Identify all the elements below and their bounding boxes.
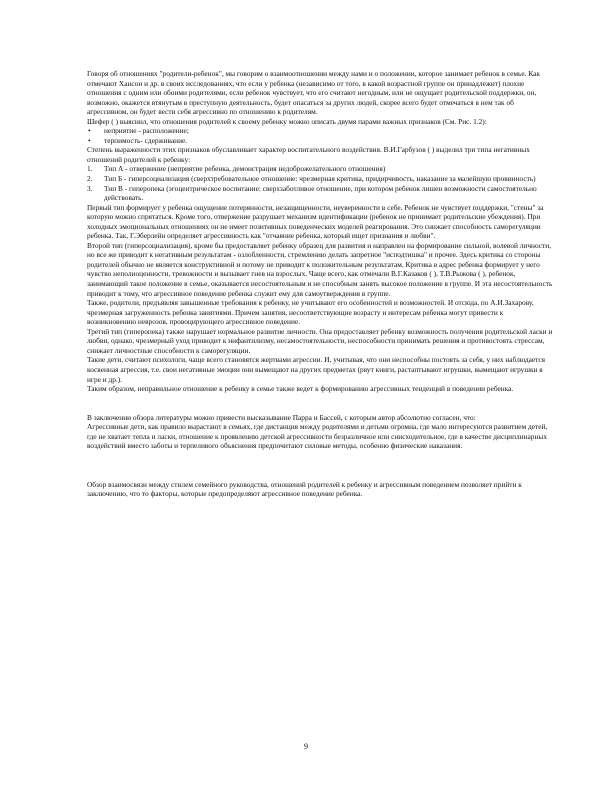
paragraph: Обзор взаимосвязи между стилем семейного руководства, отношений родителей к ребенку и агрессивным поведением позволяет прийти к заключению, что то факторы, которые предопределяют агрессивное поведение ребенка. (87, 479, 522, 499)
item-number: 3. (87, 183, 93, 193)
paragraph: Второй тип (гиперсоциализация), кроме бы предоставляет ребенку образец для развития и направлен на формирование сильной, волевой личности, но все же приводит к негативным результатам - озлобленности, стремлению делать запретное "исподтишка" и прочее. Здесь критика со стороны родителей обычно не является конструктивной и потому не приводит к положительным результатам. Критика в адрес ребенка формирует у него чувство неполноценности, тревожности и вызывает гнев на взрослых. Чаще всего, как отмечали В.Г.Казаков ( ), Т.В.Рыжова ( ), ребенок, занимающий такое положение в семье, оказывается несостоятельным и не способным занять высокое положение в группе. И эта несостоятельность приводит к тому, что агрессивное поведение ребенка служит ему для самоутверждения в группе. (87, 240, 553, 298)
paragraph: Говоря об отношениях "родители-ребенок", мы говорим о взаимоотношении между нами и о положении, которое занимает ребенок в семье. Как отмечают Хансон и др. в своих исследованиях, что если у ребенка (независимо от того, в какой возрастной группе он принадлежит) плохие отношения с одним или обоими родителями, если ребенок чувствует, что его считают негодным, или не ощущает родительской поддержки, он, возможно, окажется втянутым в преступную деятельность, будет опасаться за других людей, скорее всего будет отмечаться в нем так об агрессивном, он будет вести себя агрессивно по отношению к родителям. (87, 69, 540, 117)
paragraph: Первый тип формирует у ребенка ощущение потерянности, незащищенности, неуверенности в себе. Ребенок не чувствует поддержки, "стены" за которую можно спрятаться. Кроме того, отвержение разрушает механизм идентификации (ребенок не принимает родительские убеждения). При холодных эмоциональных отношениях он не имеет позитивных поведенческих моделей реагирования. Это снижает способность саморегуляции ребенка. Так, Г.Эберлейн определяет агрессивность как "отчаяние ребенка, который ищет признания и любви". (87, 202, 544, 241)
section-spacer (87, 394, 553, 413)
paragraph: Агрессивные дети, как правило вырастают в семьях, где дистанция между родителями и детьми огромна, где мало интересуются развитием детей, где не хватает тепла и ласки, отношение к проявлению детской агрессивности безразличное или снисходительное, где в качестве дисциплинарных воздействий вместо заботы и терпеливого объяснения предпочитают силовые методы, особенно физические наказания. (87, 422, 548, 451)
paragraph: Также, родители, предъявляя завышенные требования к ребенку, не учитывают его особенностей и возможностей. И отсюда, по А.И.Захарову, чрезмерная загруженность ребенка занятиями. Причем занятия, несоответствующие возрасту и интересам ребенка могут привести к возникновению неврозов, провоцирующего агрессивное поведение. (87, 298, 534, 327)
section-spacer (87, 451, 553, 480)
document-page (87, 69, 553, 499)
paragraph: Такие дети, считают психологи, чаще всего становятся жертвами агрессии. И, учитывая, что они неспособны постоять за себя, у них наблюдается косвенная агрессия, т.е. свои негативные эмоции они вымещают на других предметах (рвут книги, растаптывают игрушки, вымещают игрушки в игре и др.). (87, 355, 546, 384)
numbered-list (87, 164, 553, 202)
item-text: Тип Б - гиперсоциализация (сверхтребовательное отношение: чрезмерная критика, придирчивость, наказание за малейшую провинность) (104, 174, 536, 184)
bullet-item: • терпимость- сдерживание. (87, 136, 553, 146)
item-text: Тип А - отвержение (неприятие ребенка, демонстрация недоброжелательного отношения) (104, 164, 386, 174)
numbered-item (87, 174, 553, 184)
numbered-item (87, 184, 553, 203)
paragraph: Степень выраженности этих признаков обуславливает характер воспитательного воздействия. В.И.Гарбузов ( ) выделил три типа негативных отношений родителей к ребенку: (87, 145, 530, 164)
paragraph: Таким образом, неправильное отношение к ребенку в семье также ведет к формированию агрессивных тенденций в поведении ребенка. (87, 384, 514, 394)
paragraph: В заключении обзора литературы можно привести высказывание Парра и Бассей, с которым автор абсолютно согласен, что: (87, 412, 476, 422)
numbered-item (87, 164, 553, 174)
paragraph: Третий тип (гиперопека) также нарушает нормальное развитие личности. Она предоставляет ребенку возможность получения родительской ласки и любви, однако, чрезмерный уход приводит к инфантилизму, несамостоятельности, неспособности принимать решения и противостоять стрессам, снижает личностные способности к саморегуляции. (87, 326, 553, 355)
item-number: 2. (87, 174, 93, 184)
item-text: Тип В - гиперопека (эгоцентрическое воспитание: сверхзаботливое отношение, при котором ребенок лишен возможности самостоятельно действовать. (104, 183, 537, 203)
paragraph: Шефер ( ) выяснил, что отношения родителей к своему ребенку можно описать двумя парами важных признаков (См. Рис. 1.2): (87, 116, 487, 126)
item-number: 1. (87, 164, 93, 174)
page-number: 9 (304, 742, 308, 751)
bullet-item: • неприятие - расположение; (87, 126, 553, 136)
bullet-list (87, 126, 553, 145)
